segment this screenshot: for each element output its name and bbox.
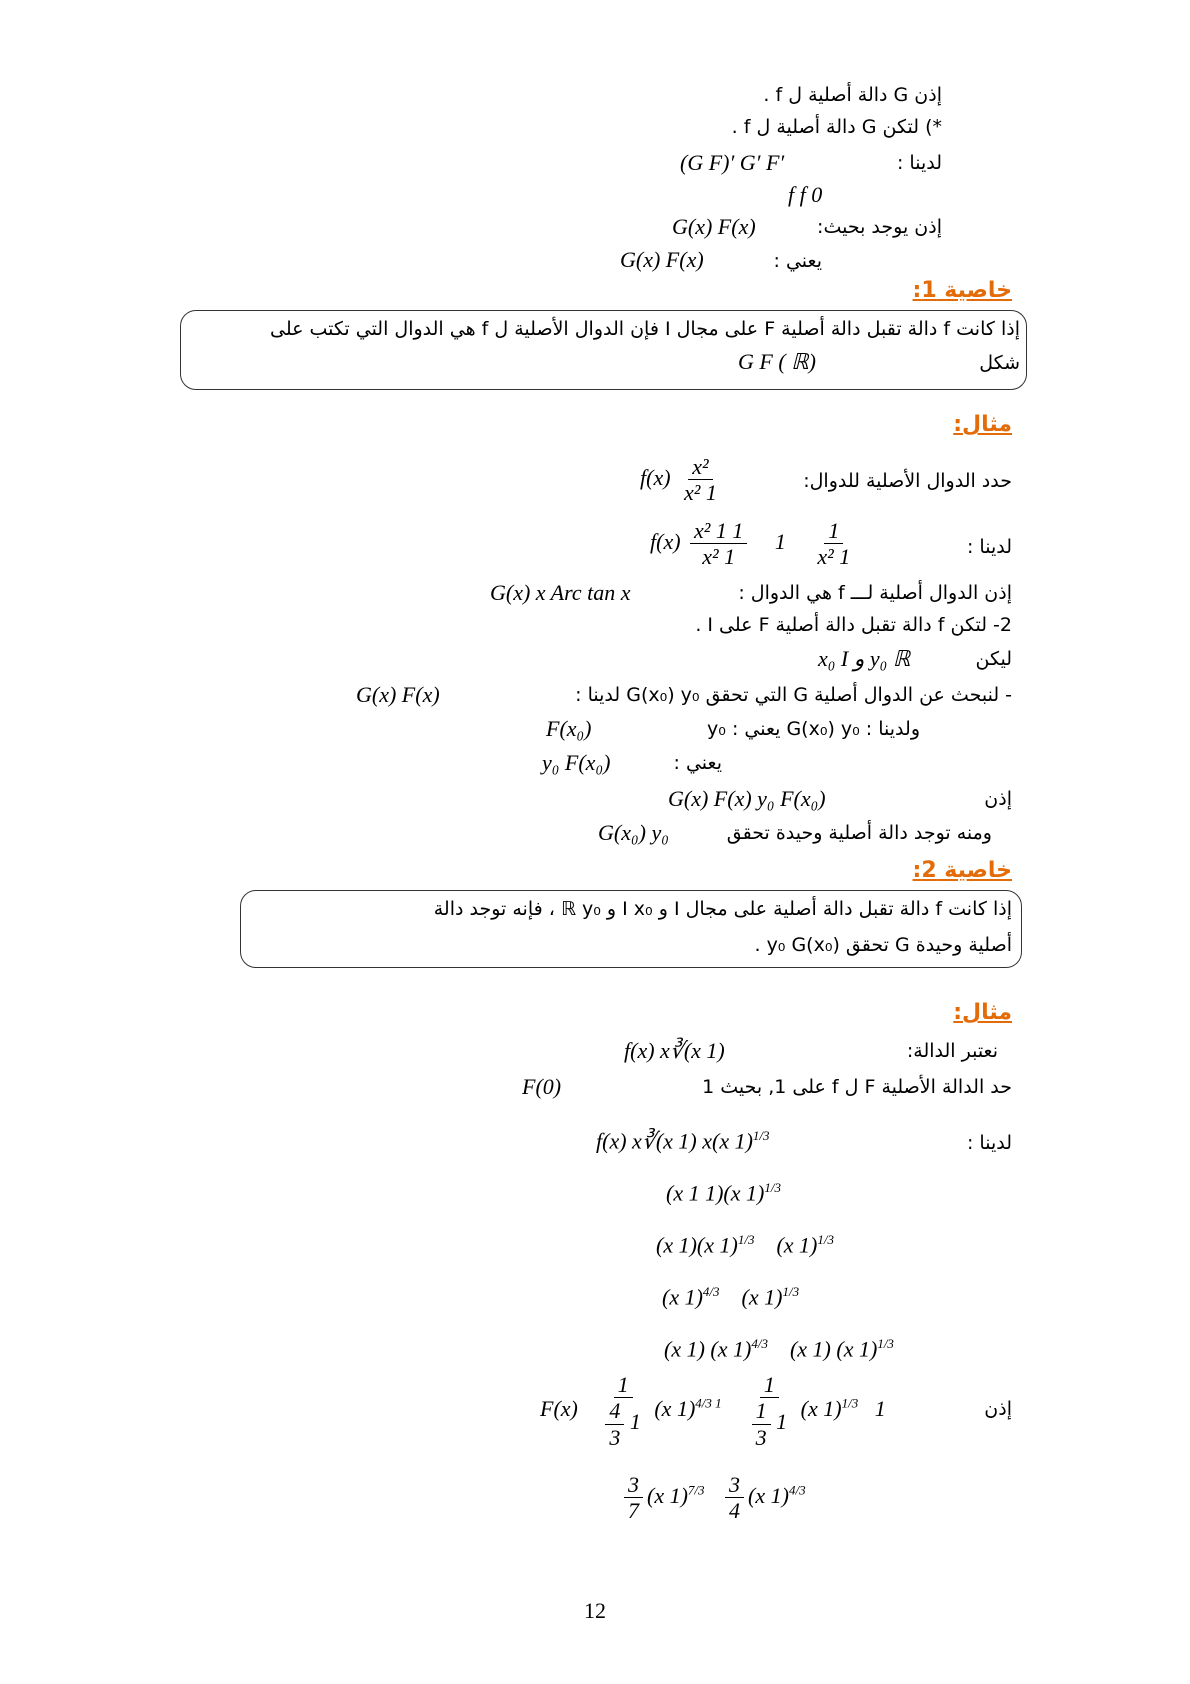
example-2-heading: مثال: xyxy=(953,1000,1012,1025)
exponent: 1/3 xyxy=(841,1395,859,1411)
example-1-search-label: - لنبحث عن الدوال أصلية G التي تحقق G(x₀) y₀ لدينا : xyxy=(575,684,1012,706)
property-2-line-1: إذا كانت f دالة تقبل دالة أصلية على مجال I و I x₀ و ℝ y₀ ، فإنه توجد دالة xyxy=(433,898,1012,920)
result-term-2: (x 1) xyxy=(800,1395,842,1421)
example-1-let-math: x₀ I و y₀ ℝ xyxy=(818,646,911,671)
fraction-denominator: 4 xyxy=(729,1498,741,1524)
exponent: 4/3 xyxy=(702,1284,720,1299)
step-3-part-a: (x 1)(x 1) xyxy=(656,1232,738,1258)
example-1-conclusion-math: G(x) x Arc tan x xyxy=(490,580,631,605)
example-1-fraction xyxy=(680,454,721,506)
fraction-denominator xyxy=(748,1398,792,1450)
step-5 xyxy=(664,1336,894,1362)
fx-symbol: f(x) xyxy=(650,528,681,554)
step-5-part-b: (x 1) (x 1) xyxy=(789,1336,878,1362)
step-2 xyxy=(666,1180,781,1206)
fraction-numerator: x² 1 1 xyxy=(690,518,747,544)
example-2-find-label: حد الدالة الأصلية F ل f على 1, بحيث 1 xyxy=(702,1076,1012,1098)
fraction-denominator: 7 xyxy=(628,1498,639,1524)
example-1-and-math: F(x₀) xyxy=(546,716,592,741)
fraction-numerator: x² xyxy=(688,454,712,480)
final-coefficient-2 xyxy=(725,1472,744,1524)
denominator-tail: 1 xyxy=(776,1409,788,1435)
step-3-part-b: (x 1) xyxy=(776,1232,818,1258)
fx-symbol: f(x) xyxy=(640,464,671,490)
example-1-so-label: إذن xyxy=(984,788,1012,810)
example-1-unique-math: G(x₀) y₀ xyxy=(598,820,669,845)
nested-denominator: 3 xyxy=(755,1424,767,1450)
exponent: 1/3 xyxy=(764,1180,781,1195)
line-3-label: لدينا : xyxy=(896,152,942,174)
fraction-denominator: x² 1 xyxy=(684,480,717,506)
nested-denominator: 3 xyxy=(609,1424,621,1450)
property-1-line-2-math: G F ( ℝ) xyxy=(738,349,816,374)
step-4-part-b: (x 1) xyxy=(741,1284,783,1310)
example-1-have-math xyxy=(650,518,858,570)
step-4-part-a: (x 1) xyxy=(662,1284,703,1310)
final-term-1: (x 1) xyxy=(647,1482,688,1508)
example-1-heading: مثال: xyxy=(953,412,1012,437)
example-1-and-label: ولدينا : G(x₀) y₀ يعني : y₀ xyxy=(707,718,920,740)
example-1-have-label: لدينا : xyxy=(966,536,1012,558)
fraction-denominator: x² 1 xyxy=(702,544,736,570)
property-2-line-2: أصلية وحيدة G تحقق y₀ G(x₀) . xyxy=(754,934,1012,956)
example-2-consider-label: نعتبر الدالة: xyxy=(906,1040,998,1062)
example-2-find-math: F(0) xyxy=(522,1074,562,1099)
exponent: 4/3 1 xyxy=(695,1395,722,1411)
line-2: *) لتكن G دالة أصلية ل f . xyxy=(731,116,942,138)
line-5-label: إذن يوجد بحيث: xyxy=(817,216,942,238)
nested-numerator: 1 xyxy=(752,1398,771,1424)
denominator-tail: 1 xyxy=(629,1409,641,1435)
example-1-conclusion-label: إذن الدوال أصلية لـــ f هي الدوال : xyxy=(738,582,1012,604)
result-term-1: (x 1) xyxy=(654,1395,696,1421)
nested-numerator: 4 xyxy=(605,1398,624,1424)
result-tail-one: 1 xyxy=(874,1395,886,1421)
step-4 xyxy=(662,1284,799,1310)
example-1-let-label: ليكن xyxy=(975,648,1012,670)
exponent: 1/3 xyxy=(817,1232,835,1247)
property-1-line-1: إذا كانت f دالة تقبل دالة أصلية F على مجال I فإن الدوال الأصلية ل f هي الدوال التي تكتب على xyxy=(270,318,1020,340)
exponent: 1/3 xyxy=(877,1336,894,1351)
exponent: 4/3 xyxy=(788,1482,806,1498)
example-1-search-math: G(x) F(x) xyxy=(356,682,440,707)
constant-one: 1 xyxy=(774,528,786,554)
line-6-label: يعني : xyxy=(773,250,822,272)
result-fraction-2 xyxy=(748,1372,792,1450)
example-1-unique-label: ومنه توجد دالة أصلية وحيدة تحقق xyxy=(726,822,992,844)
have-fraction-2 xyxy=(813,518,854,570)
property-2-heading: خاصية 2: xyxy=(912,858,1012,883)
example-2-have-label: لدينا : xyxy=(966,1132,1012,1154)
property-1-heading: خاصية 1: xyxy=(912,278,1012,303)
fraction-numerator: 3 xyxy=(624,1472,643,1498)
exponent: 1/3 xyxy=(782,1284,800,1299)
fraction-numerator: 1 xyxy=(760,1372,779,1398)
line-5-math: G(x) F(x) xyxy=(672,214,756,239)
Fx-symbol: F(x) xyxy=(540,1395,578,1421)
line-1: إذن G دالة أصلية ل f . xyxy=(763,84,942,106)
fraction-numerator: 1 xyxy=(824,518,843,544)
example-1-fx xyxy=(640,454,725,506)
line-6-math: G(x) F(x) xyxy=(620,247,704,272)
exponent: 7/3 xyxy=(687,1482,705,1498)
exponent: 4/3 xyxy=(751,1336,768,1351)
example-1-means-label: يعني : xyxy=(673,752,722,774)
final-coefficient-1 xyxy=(624,1472,643,1524)
line-4-math: f f 0 xyxy=(788,182,823,207)
property-1-line-2-label: شكل xyxy=(979,352,1020,374)
example-2-final xyxy=(620,1472,806,1524)
step-1 xyxy=(596,1128,770,1154)
example-2-consider-math: f(x) x∛(x 1) xyxy=(624,1038,725,1063)
exponent: 1/3 xyxy=(737,1232,755,1247)
final-term-2: (x 1) xyxy=(748,1482,789,1508)
example-1-means-math: y₀ F(x₀) xyxy=(542,750,611,775)
step-3 xyxy=(656,1232,834,1258)
example-1-part-2: 2- لتكن f دالة تقبل دالة أصلية F على I . xyxy=(695,614,1012,636)
result-fraction-1 xyxy=(601,1372,645,1450)
have-fraction-1 xyxy=(690,518,747,570)
exponent: 1/3 xyxy=(752,1128,770,1143)
example-1-question: حدد الدوال الأصلية للدوال: xyxy=(803,470,1012,492)
step-1-expr: f(x) x∛(x 1) x(x 1) xyxy=(596,1128,753,1154)
step-5-part-a: (x 1) (x 1) xyxy=(664,1336,752,1362)
fraction-numerator: 1 xyxy=(614,1372,633,1398)
step-2-expr: (x 1 1)(x 1) xyxy=(666,1180,765,1206)
fraction-denominator: x² 1 xyxy=(817,544,851,570)
example-1-so-math: G(x) F(x) y₀ F(x₀) xyxy=(668,786,826,811)
fraction-numerator: 3 xyxy=(725,1472,744,1498)
page-number: 12 xyxy=(584,1598,606,1623)
fraction-denominator xyxy=(601,1398,645,1450)
example-2-so-label: إذن xyxy=(984,1398,1012,1420)
example-2-result xyxy=(540,1372,886,1450)
line-3-math: (G F)′ G′ F′ xyxy=(680,150,785,175)
